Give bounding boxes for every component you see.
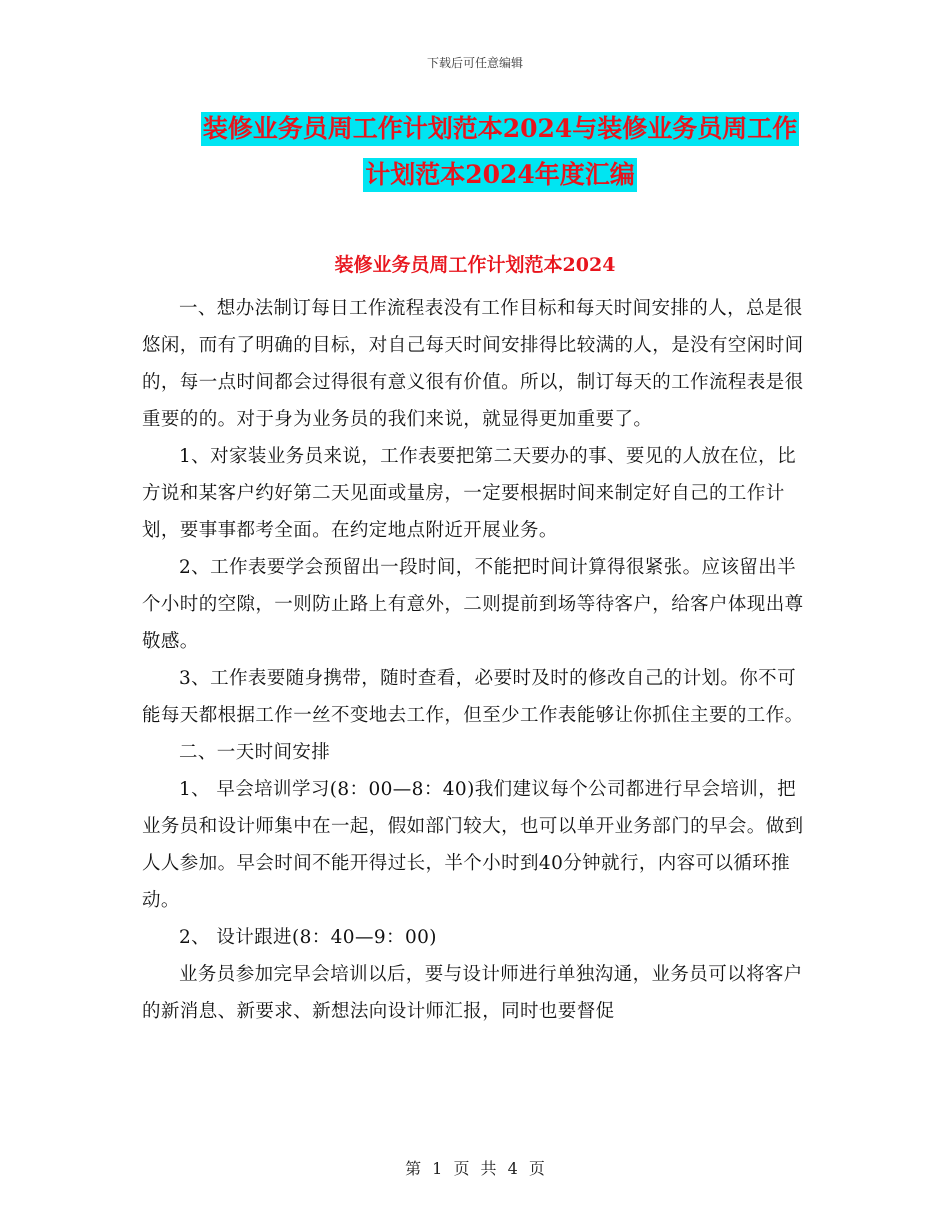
section-heading: 二、一天时间安排 [179, 742, 331, 763]
paragraph: 2、 设计跟进(8：40—9：00) [179, 927, 437, 948]
title-line-2: 计划范本2024年度汇编 [363, 158, 637, 192]
paragraph: 2、工作表要学会预留出一段时间，不能把时间计算得很紧张。应该留出半个小时的空隙，一则防止路上有意外，二则提前到场等待客户，给客户体现出尊敬感。 [142, 557, 804, 652]
title-line-1: 装修业务员周工作计划范本2024与装修业务员周工作 [201, 112, 800, 146]
paragraph: 3、工作表要随身携带，随时查看，必要时及时的修改自己的计划。你不可能每天都根据工作一丝不变地去工作，但至少工作表能够让你抓住主要的工作。 [142, 668, 804, 726]
section-subtitle: 装修业务员周工作计划范本2024 [334, 254, 616, 276]
document-title [140, 112, 860, 192]
paragraph: 1、 早会培训学习(8：00—8：40)我们建议每个公司都进行早会培训，把业务员和设计师集中在一起，假如部门较大，也可以单开业务部门的早会。做到人人参加。早会时间不能开得过长，半个小时到40分钟就行，内容可以循环推动。 [142, 779, 804, 911]
paragraph: 业务员参加完早会培训以后，要与设计师进行单独沟通，业务员可以将客户的新消息、新要求、新想法向设计师汇报，同时也要督促 [142, 964, 803, 1022]
header-note: 下载后可任意编辑 [426, 56, 523, 70]
document-body [142, 290, 808, 1030]
page-number: 第 1 页 共 4 页 [405, 1159, 545, 1178]
paragraph: 1、对家装业务员来说，工作表要把第二天要办的事、要见的人放在位，比方说和某客户约好第二天见面或量房，一定要根据时间来制定好自己的工作计划，要事事都考全面。在约定地点附近开展业务。 [142, 446, 796, 541]
paragraph: 一、想办法制订每日工作流程表没有工作目标和每天时间安排的人，总是很悠闲，而有了明确的目标，对自己每天时间安排得比较满的人，是没有空闲时间的，每一点时间都会过得很有意义很有价值。所以，制订每天的工作流程表是很重要的的。对于身为业务员的我们来说，就显得更加重要了。 [142, 298, 804, 430]
